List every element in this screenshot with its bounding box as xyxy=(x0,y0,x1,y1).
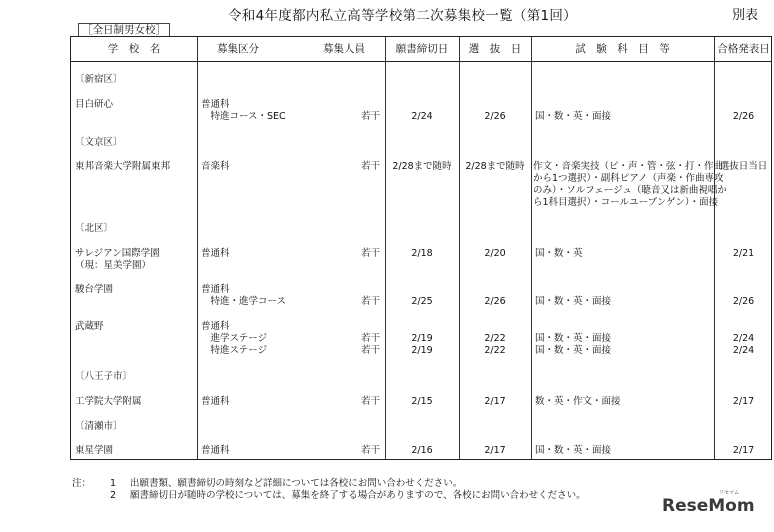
count-cell: 若干 xyxy=(361,111,381,122)
school-table xyxy=(70,36,772,460)
school-name: サレジアン国際学園 xyxy=(75,248,160,259)
subjects-cell: 国・数・英・面接 xyxy=(535,333,612,344)
school-name: 武蔵野 xyxy=(75,321,104,332)
result-cell: 選抜日当日 xyxy=(719,161,768,172)
header-result: 合格発表日 xyxy=(717,43,770,55)
count-cell: 若干 xyxy=(361,333,381,344)
col-divider xyxy=(531,37,532,459)
division-line: 普通科 xyxy=(201,321,230,332)
count-cell: 若干 xyxy=(361,396,381,407)
header-division: 募集区分 xyxy=(217,43,259,55)
ward-label: 〔新宿区〕 xyxy=(75,74,123,85)
note-text: 願書締切日が随時の学校については、募集を終了する場合がありますので、各校にお問い合わせください。 xyxy=(130,490,586,501)
selection-cell: 2/26 xyxy=(484,111,506,122)
deadline-cell: 2/15 xyxy=(411,396,433,407)
subjects-cell: 国・数・英・面接 xyxy=(535,345,612,356)
deadline-cell: 2/25 xyxy=(411,296,433,307)
header-selection: 選 抜 日 xyxy=(468,43,522,55)
subjects-cell: 数・英・作文・面接 xyxy=(535,396,621,407)
selection-cell: 2/17 xyxy=(484,445,506,456)
header-school: 学 校 名 xyxy=(107,43,161,55)
count-cell: 若干 xyxy=(361,161,381,172)
count-cell: 若干 xyxy=(361,445,381,456)
division-line: 普通科 xyxy=(201,445,230,456)
note-number: 1 xyxy=(110,478,117,489)
division-line: 進学ステージ xyxy=(201,333,268,344)
result-cell: 2/21 xyxy=(732,248,755,259)
result-cell: 2/26 xyxy=(732,111,755,122)
selection-cell: 2/28まで随時 xyxy=(465,161,525,172)
subjects-cell: 国・数・英・面接 xyxy=(535,296,612,307)
col-divider xyxy=(197,37,198,459)
ward-label: 〔八王子市〕 xyxy=(75,371,133,382)
result-cell: 2/24 xyxy=(732,345,755,356)
ward-label: 〔北区〕 xyxy=(75,223,114,234)
note-text: 出願書類、願書締切の時刻など詳細については各校にお問い合わせください。 xyxy=(130,478,463,489)
division-line: 普通科 xyxy=(201,99,230,110)
count-cell: 若干 xyxy=(361,345,381,356)
division-line: 普通科 xyxy=(201,248,230,259)
note-number: 2 xyxy=(110,490,117,501)
header-subjects: 試 験 科 目 等 xyxy=(575,43,670,55)
subjects-line: ら1科目選択）・コールユーブンゲン）・面接 xyxy=(533,197,719,208)
subjects-line: から1つ選択）・副科ピアノ（声楽・作曲専攻 xyxy=(533,173,724,184)
subjects-cell: 国・数・英・面接 xyxy=(535,111,612,122)
result-cell: 2/17 xyxy=(732,396,755,407)
subjects-line: 作文・音楽実技（ピ・声・管・弦・打・作曲 xyxy=(533,161,724,172)
subjects-cell: 国・数・英・面接 xyxy=(535,445,612,456)
header-divider xyxy=(71,61,771,62)
selection-cell: 2/22 xyxy=(484,345,506,356)
subjects-line: のみ）・ソルフェージュ（聴音又は新曲視唱か xyxy=(533,185,727,196)
school-name: 東星学園 xyxy=(75,445,114,456)
result-cell: 2/17 xyxy=(732,445,755,456)
deadline-cell: 2/18 xyxy=(411,248,433,259)
division-line: 特進ステージ xyxy=(201,345,268,356)
subjects-cell: 国・数・英 xyxy=(535,248,583,259)
category-tab: ［全日制男女校］ xyxy=(78,23,170,36)
ward-label: 〔清瀬市〕 xyxy=(75,421,123,432)
division-line: 特進・進学コース xyxy=(201,296,287,307)
school-name: 目白研心 xyxy=(75,99,114,110)
appendix-label: 別表 xyxy=(732,8,759,23)
result-cell: 2/26 xyxy=(732,296,755,307)
selection-cell: 2/26 xyxy=(484,296,506,307)
count-cell: 若干 xyxy=(361,248,381,259)
deadline-cell: 2/24 xyxy=(411,111,433,122)
division-line: 特進コース・SEC xyxy=(201,111,286,122)
deadline-cell: 2/28まで随時 xyxy=(392,161,452,172)
notes-label: 注： xyxy=(72,478,92,489)
division-line: 普通科 xyxy=(201,284,230,295)
selection-cell: 2/20 xyxy=(484,248,506,259)
division-line: 音楽科 xyxy=(201,161,230,172)
selection-cell: 2/22 xyxy=(484,333,506,344)
document-title: 令和4年度都内私立高等学校第二次募集校一覧（第1回） xyxy=(228,8,577,24)
deadline-cell: 2/16 xyxy=(411,445,433,456)
school-name: 東邦音楽大学附属東邦 xyxy=(75,161,171,172)
count-cell: 若干 xyxy=(361,296,381,307)
logo-kana: リセマム xyxy=(719,490,739,496)
result-cell: 2/24 xyxy=(732,333,755,344)
school-name-note: （現：星美学園） xyxy=(75,260,152,271)
deadline-cell: 2/19 xyxy=(411,333,433,344)
deadline-cell: 2/19 xyxy=(411,345,433,356)
ward-label: 〔文京区〕 xyxy=(75,137,123,148)
resemom-logo: ReseMom リセマム xyxy=(662,490,755,516)
selection-cell: 2/17 xyxy=(484,396,506,407)
school-name: 駿台学園 xyxy=(75,284,114,295)
division-line: 普通科 xyxy=(201,396,230,407)
school-name: 工学院大学附属 xyxy=(75,396,142,407)
header-deadline: 願書締切日 xyxy=(395,43,449,55)
header-count: 募集人員 xyxy=(323,43,365,55)
